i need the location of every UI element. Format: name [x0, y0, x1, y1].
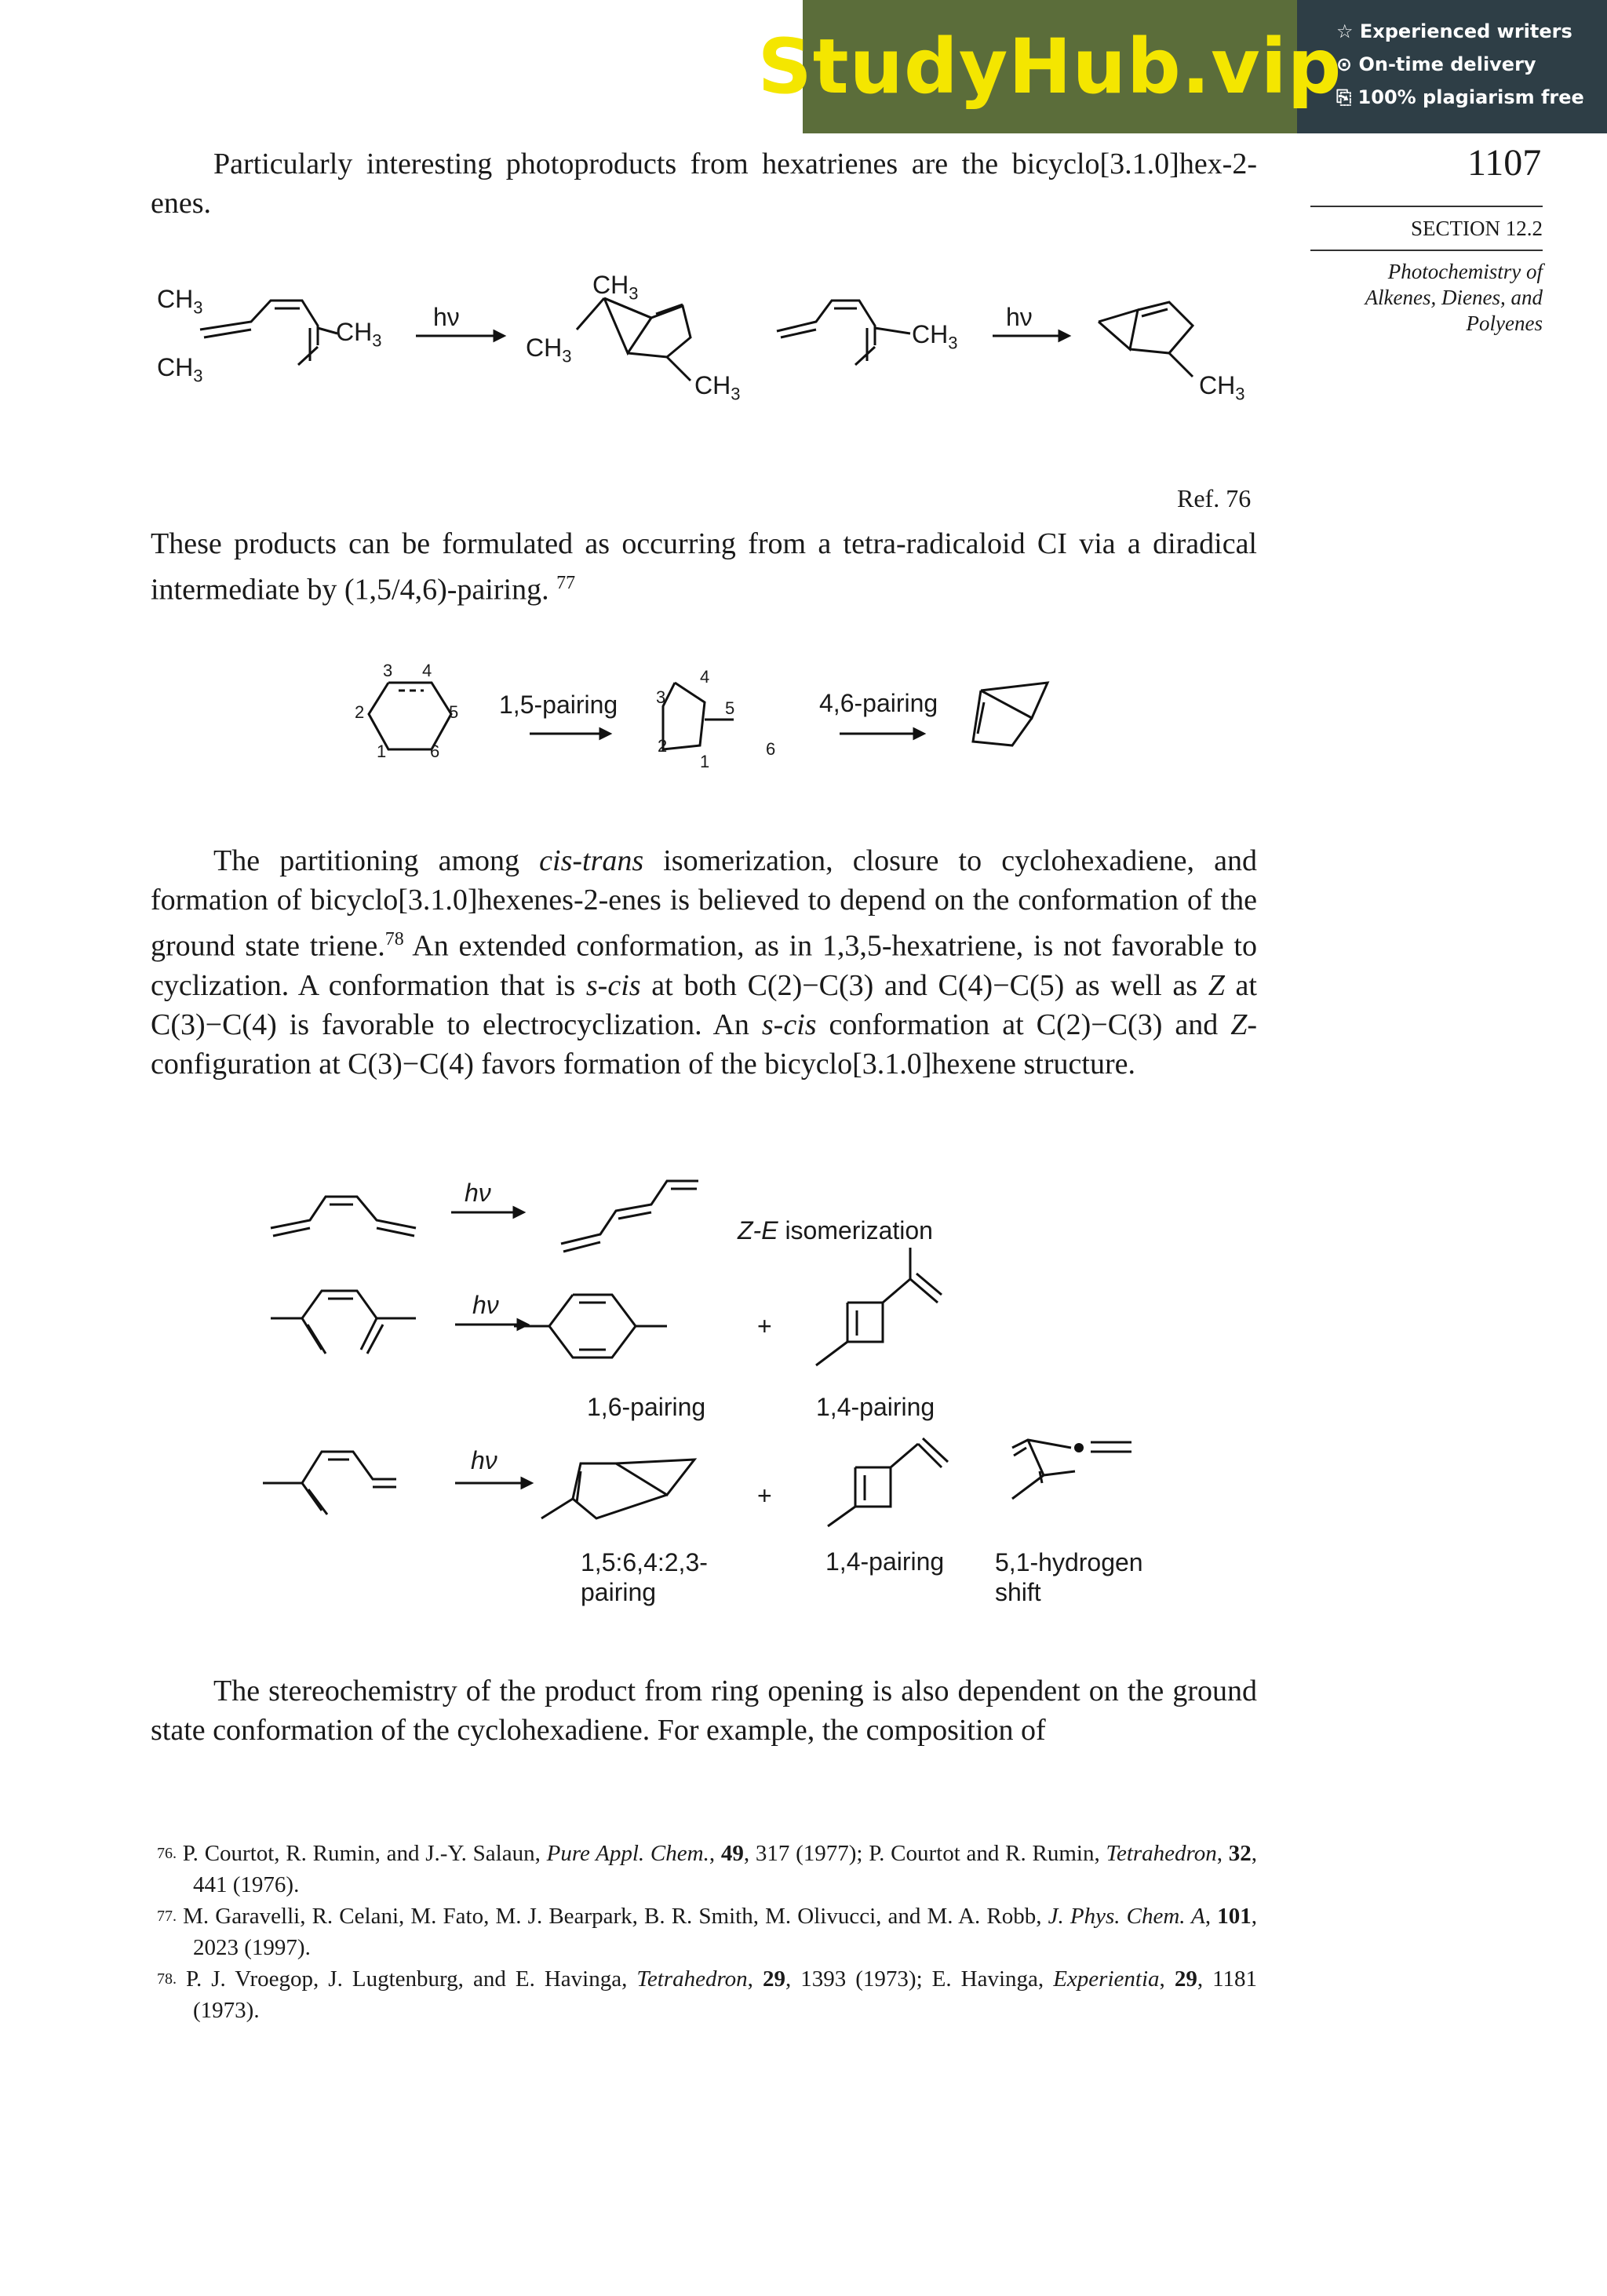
ch3-label [694, 371, 740, 404]
footnote-ref: 78 [384, 929, 404, 949]
text-run: , 1393 (1973); E. Havinga, [785, 1966, 1054, 1992]
atom-number: 3 [383, 661, 393, 680]
label-line: pairing [581, 1578, 657, 1606]
atom-number: 4 [422, 661, 432, 680]
volume: 29 [762, 1966, 785, 1992]
ch3-label [336, 318, 381, 351]
ch3-label [912, 320, 957, 353]
pairing-1-4-label: 1,4-pairing [825, 1547, 945, 1576]
paragraph-2 [151, 524, 1257, 610]
ch3-text: $CH_3$ [336, 318, 382, 351]
step-2-label: 4,6-pairing [819, 689, 938, 717]
italic-term: s-cis [761, 1008, 817, 1041]
volume: 29 [1174, 1966, 1197, 1992]
atom-number: 2 [658, 736, 668, 756]
italic-term: s-cis [585, 968, 641, 1002]
atom-number: 5 [725, 698, 735, 718]
text-run: An extended conformation, as in 1,3,5-hexatriene, is not favorable to cyclization. A conformation that is [151, 929, 1257, 1002]
text-run: P. J. Vroegop, J. Lugtenburg, and E. Havinga, [186, 1966, 637, 1992]
step-1-label: 1,5-pairing [499, 691, 618, 719]
volume: 32 [1228, 1841, 1252, 1866]
footnote-number: 76. [157, 1845, 177, 1862]
running-head [1310, 259, 1543, 337]
pairing-1564-label [581, 1547, 708, 1607]
ch3-text: $CH_3$ [592, 271, 639, 304]
reference-label: Ref. 76 [1177, 484, 1252, 512]
logo-text: StudyHub.vip [757, 23, 1343, 111]
ze-italic: Z-E [738, 1216, 778, 1245]
banner-feature-writers: ☆ Experienced writers [1336, 20, 1572, 42]
text-run: at both C(2)−C(3) and C(4)−C(5) as well as [640, 968, 1208, 1002]
ch3-text: $CH_3$ [526, 333, 572, 366]
paragraph-3 [151, 841, 1257, 1084]
ze-rest: isomerization [778, 1216, 933, 1245]
ze-isomerization-label [738, 1216, 933, 1245]
volume: 101 [1217, 1904, 1252, 1929]
footnote-number: 78. [157, 1970, 177, 1988]
ch3-text: $CH_3$ [157, 353, 203, 386]
plus-sign: + [757, 1481, 772, 1510]
label-line: shift [995, 1578, 1041, 1606]
text-run: , [709, 1841, 721, 1866]
atom-number: 2 [355, 702, 365, 722]
banner-feature-plagiarism: ⎘ 100% plagiarism free [1336, 86, 1584, 108]
hv-label: hν [471, 1446, 497, 1474]
ch3-text: $CH_3$ [157, 285, 203, 318]
italic-term: cis-trans [539, 844, 644, 877]
volume: 49 [720, 1841, 744, 1866]
text-run: , 1181 (1973). [193, 1966, 1258, 2023]
journal-name: Tetrahedron [1106, 1841, 1217, 1866]
journal-name: Pure Appl. Chem. [546, 1841, 709, 1866]
atom-number: 3 [656, 687, 666, 707]
atom-number: 1 [700, 752, 710, 771]
atom-number: 5 [449, 702, 459, 722]
plus-sign: + [757, 1312, 772, 1340]
atom-number: 1 [377, 742, 387, 761]
ad-banner[interactable] [757, 0, 1607, 133]
hv-label: hν [433, 303, 460, 331]
italic-term: Z [1208, 968, 1225, 1002]
footnote [157, 1901, 1257, 1963]
hv-label: hν [1006, 303, 1033, 331]
ch3-label [592, 271, 638, 304]
text-run: conformation at C(2)−C(3) and [816, 1008, 1231, 1041]
paragraph-2-text: These products can be formulated as occurring from a tetra-radicaloid CI via a diradical intermediate by (1,5/4,6)-pairing. [151, 527, 1257, 607]
header-rule [1310, 206, 1543, 207]
footnote [157, 1838, 1257, 1901]
pairing-1-4-label: 1,4-pairing [816, 1393, 935, 1421]
text-run: isomerization, closure to cyclohexadiene, and formation of bicyclo[3.1.0]hexenes-2-enes is believed to depend on the conformation of the ground state triene. [151, 844, 1257, 963]
text-run: , [1204, 1904, 1218, 1929]
hv-label: hν [472, 1291, 499, 1319]
journal-name: Experientia [1053, 1966, 1160, 1992]
footnote-number: 77. [157, 1908, 177, 1925]
ch3-label [157, 285, 202, 318]
running-head-line: Photochemistry of [1387, 260, 1543, 283]
text-run: , [1216, 1841, 1229, 1866]
pairing-1-6-label: 1,6-pairing [587, 1393, 706, 1421]
section-label: SECTION 12.2 [1411, 217, 1543, 240]
text-run: P. Courtot, R. Rumin, and J.-Y. Salaun, [182, 1841, 547, 1866]
atom-number: 4 [700, 667, 710, 687]
paragraph-4: The stereochemistry of the product from ring opening is also dependent on the ground state conformation of the cyclohexadiene. For example, the composition of [151, 1675, 1257, 1747]
ch3-text: $CH_3$ [912, 320, 958, 353]
text-run: The partitioning among [213, 844, 540, 877]
text-run: M. Garavelli, R. Celani, M. Fato, M. J. Bearpark, B. R. Smith, M. Olivucci, and M. A. Robb, [183, 1904, 1048, 1929]
label-line: 1,5:6,4:2,3- [581, 1548, 708, 1576]
paragraph-1: Particularly interesting photoproducts from hexatrienes are the bicyclo[3.1.0]hex-2-enes. [151, 148, 1257, 220]
footnote [157, 1963, 1257, 2026]
page-number: 1107 [1467, 142, 1542, 184]
text-run: , 2023 (1997). [193, 1904, 1258, 1960]
label-line: 5,1-hydrogen [995, 1548, 1143, 1576]
running-head-line: Polyenes [1466, 312, 1543, 335]
text-run: , [747, 1966, 763, 1992]
header-rule [1310, 250, 1543, 251]
text-run: , 317 (1977); P. Courtot and R. Rumin, [743, 1841, 1106, 1866]
banner-feature-delivery: ⊙ On-time delivery [1336, 53, 1536, 75]
journal-name: Tetrahedron [636, 1966, 748, 1992]
ch3-label [1199, 371, 1244, 404]
text-run: , [1159, 1966, 1175, 1992]
ch3-label [526, 333, 571, 366]
text-run: , 441 (1976). [193, 1841, 1258, 1897]
ch3-label [157, 353, 202, 386]
journal-name: J. Phys. Chem. A [1048, 1904, 1205, 1929]
footnote-ref: 77 [556, 573, 576, 593]
hydrogen-shift-label [995, 1547, 1143, 1607]
running-head-line: Alkenes, Dienes, and [1365, 286, 1543, 309]
ch3-text: $CH_3$ [1199, 371, 1245, 404]
italic-term: Z [1230, 1008, 1248, 1041]
hv-label: hν [465, 1179, 491, 1207]
atom-number: 6 [766, 739, 776, 759]
scheme-3-structures [251, 1161, 1177, 1601]
studyhub-logo[interactable] [757, 0, 1343, 133]
atom-number: 6 [430, 742, 440, 761]
text-run: -configuration at C(3)−C(4) favors formation of the bicyclo[3.1.0]hexene structure. [151, 1008, 1257, 1081]
ch3-text: $CH_3$ [694, 371, 741, 404]
text-run: at C(3)−C(4) is favorable to electrocyclization. An [151, 968, 1257, 1041]
